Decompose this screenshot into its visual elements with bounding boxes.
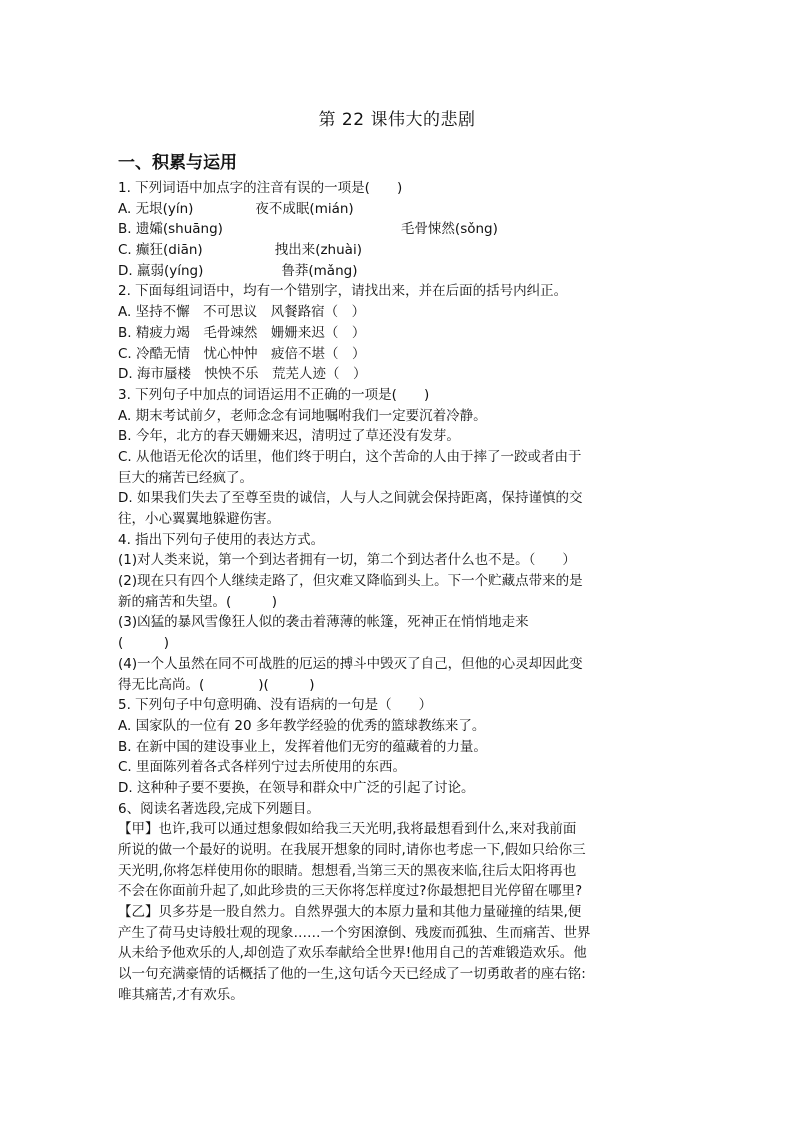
- q4-item-3-line1: (3)凶猛的暴风雪像狂人似的袭击着薄薄的帐篷，死神正在悄悄地走来: [118, 614, 529, 631]
- q4-item-3-line2: ( ): [118, 635, 170, 652]
- q1-b1: B. 遗孀(shuāng): [118, 221, 223, 238]
- q1-option-b: [118, 219, 678, 240]
- q3-option-a: A. 期末考试前夕，老师念念有词地嘱咐我们一定要沉着冷静。: [118, 407, 487, 424]
- q6-passage-jia-line: 天光明,你将怎样使用你的眼睛。想想看,当第三天的黑夜来临,往后太阳将再也: [118, 862, 577, 879]
- q4-item-2-line2: 新的痛苦和失望。( ): [118, 593, 278, 610]
- q6-passage-yi-line: 以一句充满豪情的话概括了他的一生,这句话今天已经成了一切勇敢者的座右铭:: [118, 966, 586, 983]
- q2-option-b: B. 精疲力竭 毛骨竦然 姗姗来迟（ ）: [118, 324, 366, 341]
- q1-a1: A. 无垠(yín): [118, 200, 194, 217]
- q1-stem: 1. 下列词语中加点字的注音有误的一项是( ): [118, 180, 403, 196]
- q2-option-c: C. 冷酷无情 忧心忡忡 疲倍不堪（ ）: [118, 345, 366, 362]
- q6-passage-yi-line: 【乙】贝多芬是一股自然力。自然界强大的本原力量和其他力量碰撞的结果,便: [118, 904, 582, 921]
- q3-option-c-line1: C. 从他语无伦次的话里，他们终于明白，这个苦命的人由于摔了一跤或者由于: [118, 448, 582, 465]
- q1-d2: 鲁莽(mǎng): [281, 262, 358, 279]
- q2-option-a: A. 坚持不懈 不可思议 风餐路宿（ ）: [118, 304, 366, 321]
- q3-option-c-line2: 巨大的痛苦已经疯了。: [118, 469, 253, 486]
- q5-stem: 5. 下列句子中句意明确、没有语病的一句是（ ）: [118, 697, 433, 714]
- q4-item-1: (1)对人类来说，第一个到达者拥有一切，第二个到达者什么也不是。（ ）: [118, 552, 576, 569]
- page-title: 第 22 课伟大的悲剧: [318, 110, 476, 130]
- q5-option-a: A. 国家队的一位有 20 多年教学经验的优秀的篮球教练来了。: [118, 717, 486, 734]
- q6-passage-jia-line: 【甲】也许,我可以通过想象假如给我三天光明,我将最想看到什么,来对我前面: [118, 821, 577, 838]
- q2-stem: 2. 下面每组词语中，均有一个错别字，请找出来，并在后面的括号内纠正。: [118, 283, 568, 300]
- q1-b2: 毛骨悚然(sǒng): [400, 221, 498, 238]
- q6-passage-yi-line: 产生了荷马史诗般壮观的现象……一个穷困潦倒、残废而孤独、生而痛苦、世界: [118, 924, 591, 941]
- q6-passage-yi-line: 从未给予他欢乐的人,却创造了欢乐奉献给全世界!他用自己的苦难锻造欢乐。他: [118, 945, 587, 962]
- q6-stem: 6、阅读名著选段,完成下列题目。: [118, 800, 320, 817]
- q3-option-d-line2: 往，小心翼翼地躲避伤害。: [118, 511, 280, 527]
- q1-a2: 夜不成眠(mián): [255, 200, 354, 217]
- q1-d1: D. 羸弱(yíng): [118, 262, 204, 279]
- q4-item-2-line1: (2)现在只有四个人继续走路了，但灾难又降临到头上。下一个贮藏点带来的是: [118, 573, 583, 590]
- q1-c2: 拽出来(zhuài): [274, 242, 362, 259]
- q4-stem: 4. 指出下列句子使用的表达方式。: [118, 531, 325, 548]
- q3-stem: 3. 下列句子中加点的词语运用不正确的一项是( ): [118, 386, 430, 403]
- q1-option-d: [118, 261, 678, 282]
- q4-item-4-line2: 得无比高尚。( )( ): [118, 676, 315, 693]
- q3-option-b: B. 今年，北方的春天姗姗来迟，清明过了草还没有发芽。: [118, 428, 460, 445]
- q5-option-c: C. 里面陈列着各式各样列宁过去所使用的东西。: [118, 759, 407, 776]
- section-heading: 一、积累与运用: [118, 153, 237, 173]
- q5-option-d: D. 这种种子要不要换，在领导和群众中广泛的引起了讨论。: [118, 779, 475, 796]
- q1-c1: C. 癫狂(diān): [118, 242, 203, 259]
- question-content: [118, 178, 678, 1006]
- q6-passage-jia-line: 不会在你面前升起了,如此珍贵的三天你将怎样度过?你最想把目光停留在哪里?: [118, 883, 583, 900]
- q1-option-a: [118, 199, 678, 220]
- q3-option-d-line1: D. 如果我们失去了至尊至贵的诚信，人与人之间就会保持距离，保持谨慎的交: [118, 490, 583, 507]
- q4-item-4-line1: (4)一个人虽然在同不可战胜的厄运的搏斗中毁灭了自己，但他的心灵却因此变: [118, 655, 583, 672]
- q1-option-c: [118, 240, 678, 261]
- q6-passage-yi-line: 唯其痛苦,才有欢乐。: [118, 986, 244, 1003]
- q6-passage-jia-line: 所说的做一个最好的说明。在我展开想象的同时,请你也考虑一下,假如只给你三: [118, 842, 586, 858]
- q5-option-b: B. 在新中国的建设事业上，发挥着他们无穷的蕴藏着的力量。: [118, 738, 487, 755]
- q2-option-d: D. 海市蜃楼 怏怏不乐 荒芜人迹（ ）: [118, 366, 367, 383]
